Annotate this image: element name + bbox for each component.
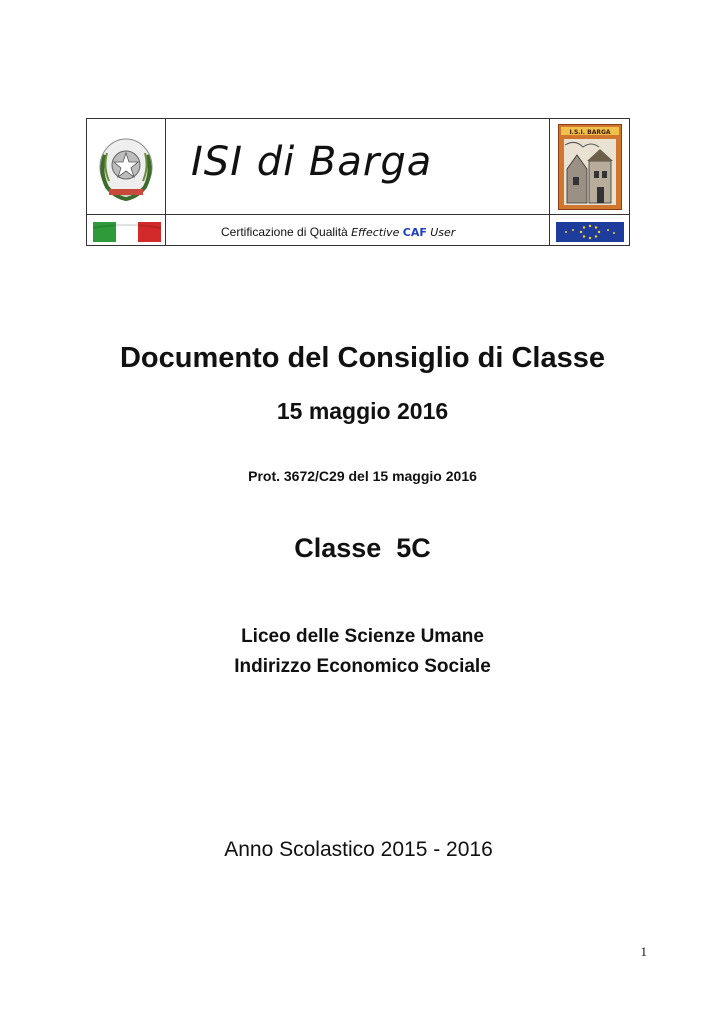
cert-caf: CAF — [402, 226, 427, 239]
header-divider — [165, 119, 166, 245]
logo-sign-text: I.S.I. BARGA — [569, 129, 611, 136]
page-number: 1 — [640, 944, 647, 959]
cert-prefix: Certificazione di Qualità — [221, 225, 348, 239]
cert-effective: Effective — [351, 226, 400, 239]
cert-user: User — [430, 226, 456, 239]
school-track: Indirizzo Economico Sociale — [234, 656, 491, 677]
header-table — [86, 118, 630, 246]
italian-emblem-icon — [93, 131, 159, 203]
document-title: Documento del Consiglio di Classe — [119, 342, 605, 374]
header-divider — [549, 119, 550, 245]
certification-line — [221, 225, 455, 239]
school-year: Anno Scolastico 2015 - 2016 — [224, 838, 493, 861]
italian-flag-icon — [93, 222, 161, 242]
header-divider — [87, 214, 629, 215]
eu-flag-icon — [556, 222, 624, 242]
school-type: Liceo delle Scienze Umane — [241, 626, 484, 647]
school-name: ISI di Barga — [191, 139, 433, 185]
school-building-logo-icon — [558, 124, 622, 210]
protocol-number: Prot. 3672/C29 del 15 maggio 2016 — [248, 468, 477, 484]
class-label: Classe 5C — [294, 533, 431, 563]
document-date: 15 maggio 2016 — [276, 398, 449, 424]
